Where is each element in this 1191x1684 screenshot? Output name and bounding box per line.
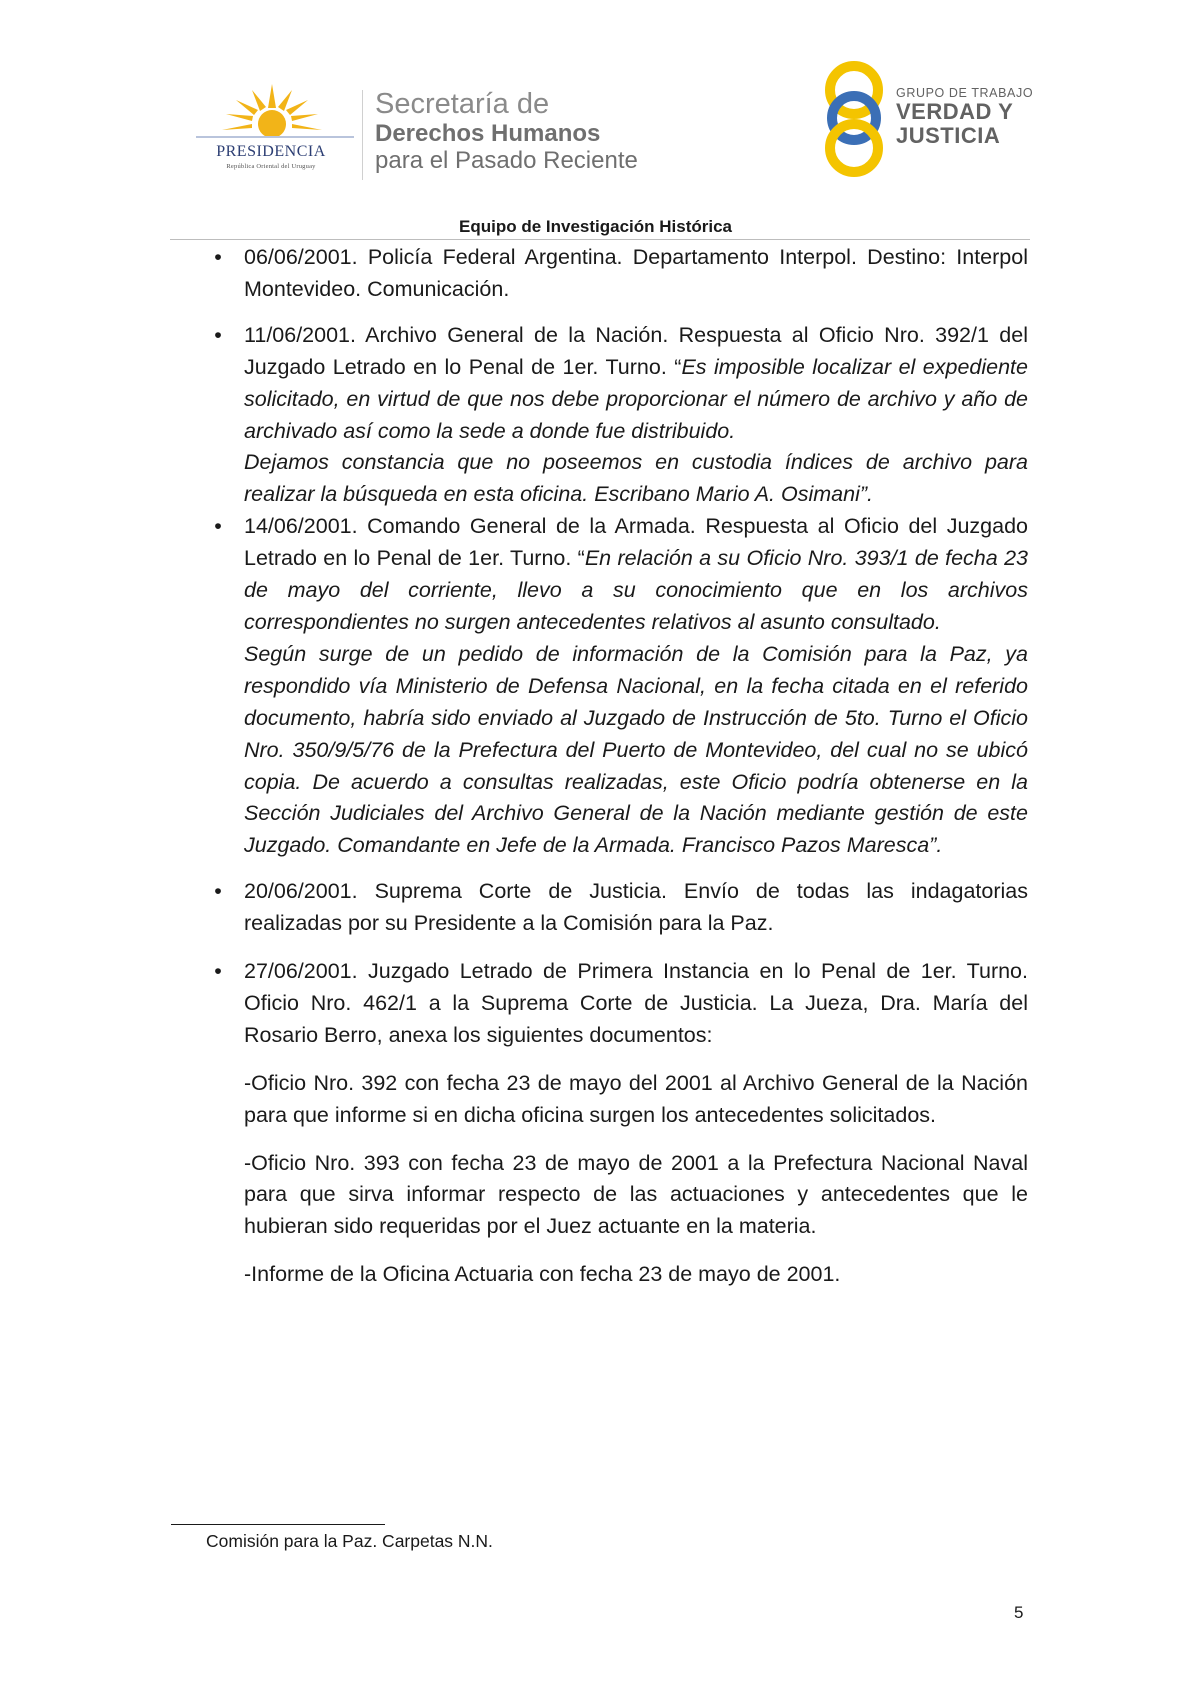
item-quote: En relación a su Oficio Nro. 393/1 de fecha 23 de mayo del corriente, llevo a su conocimiento que en los archivos correspondientes no surgen antecedentes relativos al asunto consultado. [244,546,1028,634]
annex-item: -Oficio Nro. 392 con fecha 23 de mayo del 2001 al Archivo General de la Nación para que informe si en dicha oficina surgen los antecedentes solicitados. [244,1070,1028,1127]
annex-item: -Oficio Nro. 393 con fecha 23 de mayo de 2001 a la Prefectura Nacional Naval para que sirva informar respecto de las actuaciones y antecedentes que le hubieran sido requeridas por el Juez actuante en la materia. [244,1150,1028,1239]
header-rule [170,239,1030,240]
item-text: 14/06/2001. Comando General de la Armada. Respuesta al Oficio del Juzgado Letrado en lo Penal de 1er. Turno. “ [244,514,1028,571]
team-title: Equipo de Investigación Histórica [459,217,732,236]
page-number: 5 [1014,1603,1024,1622]
item-paragraph [244,447,1028,511]
item-text: 11/06/2001. Archivo General de la Nación. Respuesta al Oficio Nro. 392/1 del Juzgado Letrado en lo Penal de 1er. Turno. “ [244,322,1028,379]
presidencia-subtitle: República Oriental del Uruguay [226,163,316,170]
document-body [208,242,1028,1291]
secretaria-logo [375,88,638,174]
vyj-line1: GRUPO DE TRABAJO [896,86,1034,100]
item-paragraph [244,639,1028,862]
presidencia-label: PRESIDENCIA [216,143,326,160]
bullet: • [214,245,222,269]
secretaria-line2: Derechos Humanos [375,120,601,147]
secretaria-line1: Secretaría de [375,88,550,120]
item-paragraph [244,320,1028,448]
bullet: • [214,959,222,984]
bullet: • [214,879,222,904]
item-quote: Según surge de un pedido de información de la Comisión para la Paz, ya respondido vía Ministerio de Defensa Nacional, en la fecha citada en el referido documento, habría sido enviado al Juzgado de Instrucción de 5to. Turno el Oficio Nro. 350/9/5/76 de la Prefectura del Puerto de Montevideo, del cual no se ubicó copia. De acuerdo a consultas realizadas, este Oficio podría obtenerse en la Sección Judiciales del Archivo General de la Nación mediante gestión de este Juzgado. Comandante en Jefe de la Armada. Francisco Pazos Maresca”. [244,641,1028,858]
item-paragraph [244,511,1028,639]
item-text: 27/06/2001. Juzgado Letrado de Primera Instancia en lo Penal de 1er. Turno. Oficio Nro. 462/1 a la Suprema Corte de Justicia. La Jueza, Dra. María del Rosario Berro, anexa los siguientes documentos: [244,959,1028,1047]
sun-icon [196,84,354,144]
list-item [208,511,1028,862]
item-text: 20/06/2001. Suprema Corte de Justicia. Envío de todas las indagatorias realizadas por su Presidente a la Comisión para la Paz. [244,879,1028,936]
item-quote: Dejamos constancia que no poseemos en custodia índices de archivo para realizar la búsqueda en esta oficina. Escribano Mario A. Osimani”. [244,450,1028,507]
presidencia-logo [196,84,354,176]
verdad-justicia-logo [820,56,1050,180]
item-quote: Es imposible localizar el expediente solicitado, en virtud de que nos debe proporcionar el número de archivo y año de archivado así como la sede a donde fue distribuido. [244,354,1028,443]
footnote: Comisión para la Paz. Carpetas N.N. [206,1531,493,1551]
item-text: 06/06/2001. Policía Federal Argentina. Departamento Interpol. Destino: Interpol Montevideo. Comunicación. [244,245,1028,301]
list-item [208,242,1028,306]
vyj-line2: VERDAD Y [896,99,1014,124]
footnote-rule [171,1524,385,1525]
list-item [208,956,1028,1052]
secretaria-line3: para el Pasado Reciente [375,147,638,174]
list-item [208,320,1028,511]
vyj-line3: JUSTICIA [896,123,1001,148]
logo-divider [362,90,363,180]
bullet: • [214,322,222,347]
list-item [208,876,1028,940]
annex-item: -Informe de la Oficina Actuaria con fecha 23 de mayo de 2001. [244,1262,841,1287]
bullet: • [214,514,222,539]
rings-icon [820,56,890,180]
